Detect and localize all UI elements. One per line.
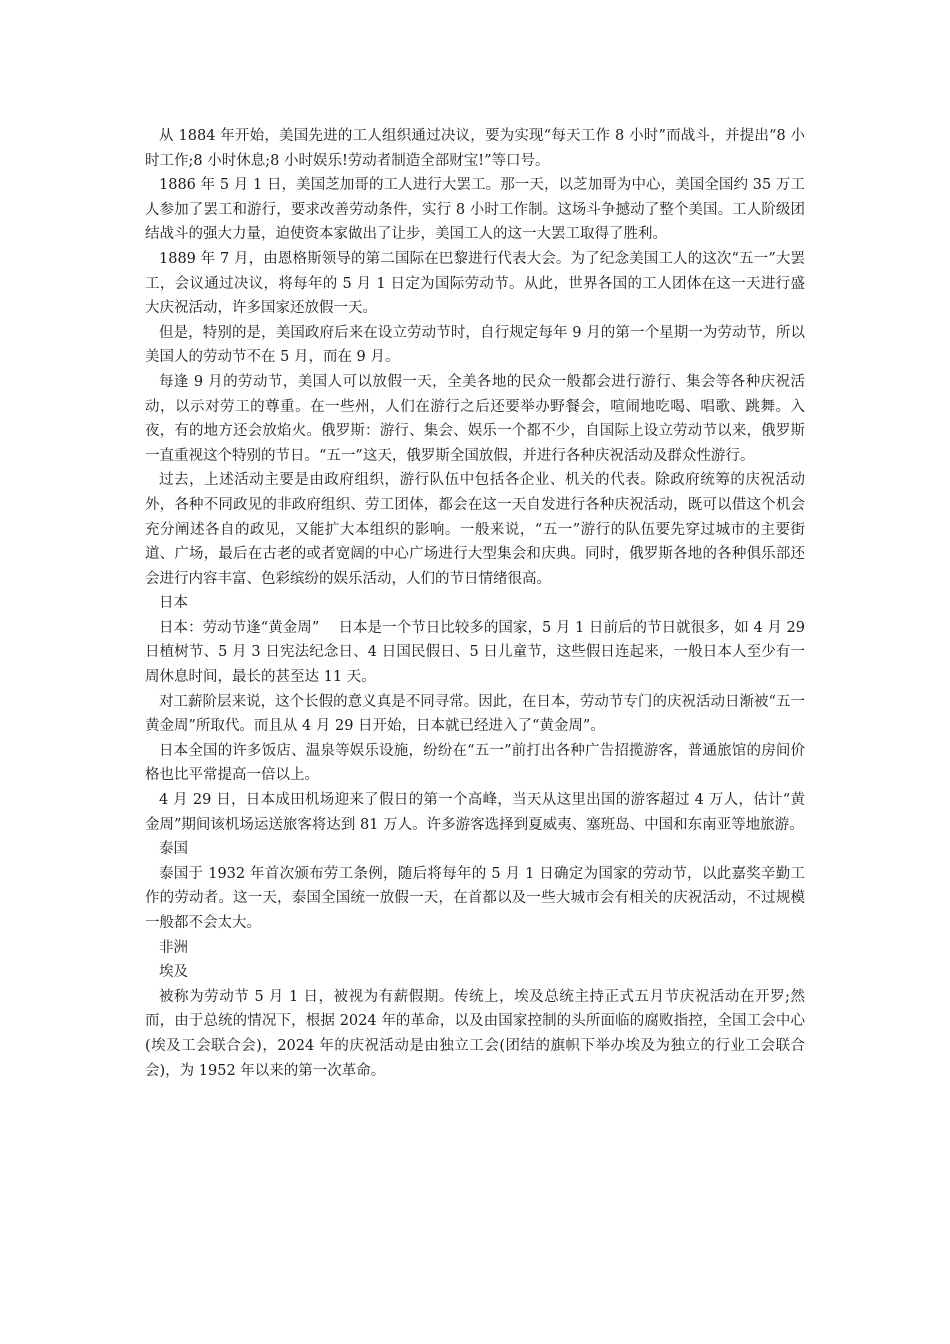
section-heading-egypt: 埃及	[159, 964, 188, 981]
paragraph-japan-golden-week: 日本：劳动节逢“黄金周” 日本是一个节日比较多的国家，5 月 1 日前后的节日就很多，如 4 月 29 日植树节、5 月 3 日宪法纪念日、4 日国民假日、5 日儿童节，这些假日连起来，一般日本人至少有一周休息时间，最长的甚至达 11 天。	[145, 619, 805, 686]
paragraph-us-september: 但是，特别的是，美国政府后来在设立劳动节时，自行规定每年 9 月的第一个星期一为劳动节，所以美国人的劳动节不在 5 月，而在 9 月。	[145, 324, 805, 366]
paragraph-japan-long-holiday: 对工薪阶层来说，这个长假的意义真是不同寻常。因此，在日本，劳动节专门的庆祝活动日渐被“五一黄金周”所取代。而且从 4 月 29 日开始，日本就已经进入了“黄金周”。	[145, 693, 805, 735]
section-heading-thailand: 泰国	[159, 841, 188, 858]
paragraph-japan-narita: 4 月 29 日，日本成田机场迎来了假日的第一个高峰，当天从这里出国的游客超过 4 万人，估计“黄金周”期间该机场运送旅客将达到 81 万人。许多游客选择到夏威夷、塞班岛、中国和东南亚等地旅游。	[145, 792, 805, 833]
paragraph-thailand: 泰国于 1932 年首次颁布劳工条例，随后将每年的 5 月 1 日确定为国家的劳动节，以此嘉奖辛勤工作的劳动者。这一天，泰国全国统一放假一天，在首都以及一些大城市会有相关的庆祝活动，不过规模一般都不会太大。	[145, 865, 805, 931]
paragraph-1889-congress: 1889 年 7 月，由恩格斯领导的第二国际在巴黎进行代表大会。为了纪念美国工人的这次“五一”大罢工，会议通过决议，将每年的 5 月 1 日定为国际劳动节。从此，世界各国的工人团体在这一天进行盛大庆祝活动，许多国家还放假一天。	[145, 250, 805, 317]
paragraph-russia-parades: 过去，上述活动主要是由政府组织，游行队伍中包括各企业、机关的代表。除政府统筹的庆祝活动外，各种不同政见的非政府组织、劳工团体，都会在这一天自发进行各种庆祝活动，既可以借这个机会充分阐述各自的政见，又能扩大本组织的影响。一般来说，“五一”游行的队伍要先穿过城市的主要街道、广场，最后在古老的或者宽阔的中心广场进行大型集会和庆典。同时，俄罗斯各地的各种俱乐部还会进行内容丰富、色彩缤纷的娱乐活动，人们的节日情绪很高。	[145, 472, 805, 587]
paragraph-us-russia-celebration: 每逢 9 月的劳动节，美国人可以放假一天，全美各地的民众一般都会进行游行、集会等各种庆祝活动，以示对劳工的尊重。在一些州，人们在游行之后还要举办野餐会，喧闹地吃喝、唱歌、跳舞。入夜，有的地方还会放焰火。俄罗斯：游行、集会、娱乐一个都不少，自国际上设立劳动节以来，俄罗斯一直重视这个特别的节日。“五一”这天，俄罗斯全国放假，并进行各种庆祝活动及群众性游行。	[145, 373, 805, 464]
paragraph-japan-hotels: 日本全国的许多饭店、温泉等娱乐设施，纷纷在“五一”前打出各种广告招揽游客，普通旅馆的房间价格也比平常提高一倍以上。	[145, 742, 805, 784]
paragraph-1884-origin: 从 1884 年开始，美国先进的工人组织通过决议，要为实现“每天工作 8 小时”而战斗，并提出“8 小时工作;8 小时休息;8 小时娱乐!劳动者制造全部财宝!”等口号。	[145, 128, 805, 169]
document-body	[145, 124, 805, 1083]
section-heading-japan: 日本	[159, 595, 188, 612]
paragraph-egypt: 被称为劳动节 5 月 1 日，被视为有薪假期。传统上，埃及总统主持正式五月节庆祝活动在开罗;然而，由于总统的情况下，根据 2024 年的革命，以及由国家控制的头所面临的腐败指控，全国工会中心(埃及工会联合会)，2024 年的庆祝活动是由独立工会(团结的旗帜下举办埃及为独立的行业工会联合会)，为 1952 年以来的第一次革命。	[145, 988, 805, 1079]
paragraph-1886-strike: 1886 年 5 月 1 日，美国芝加哥的工人进行大罢工。那一天，以芝加哥为中心，美国全国约 35 万工人参加了罢工和游行，要求改善劳动条件，实行 8 小时工作制。这场斗争撼动了整个美国。工人阶级团结战斗的强大力量，迫使资本家做出了让步，美国工人的这一大罢工取得了胜利。	[145, 177, 805, 243]
section-heading-africa: 非洲	[159, 939, 188, 956]
